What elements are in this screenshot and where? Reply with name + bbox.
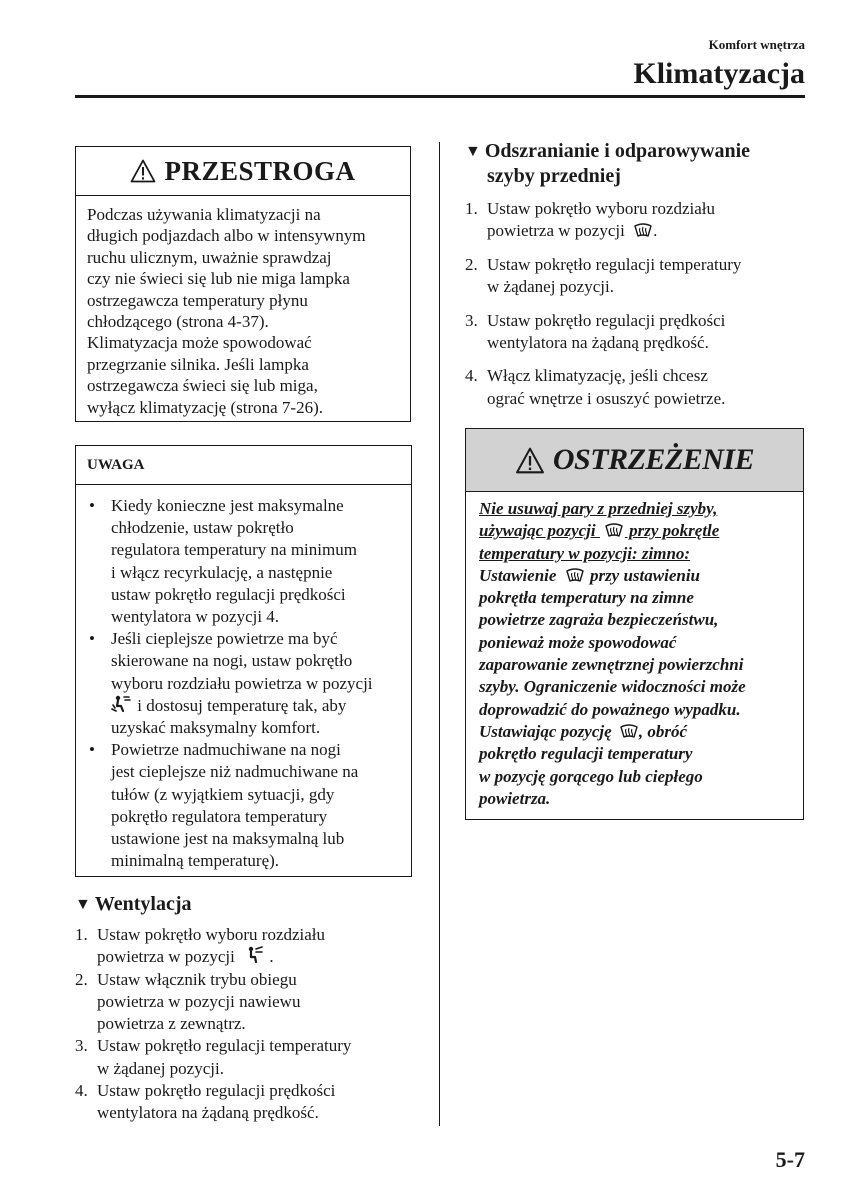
ventilation-heading-text: Wentylacja [94, 893, 192, 915]
note-line: skierowane na nogi, ustaw pokrętło [111, 651, 353, 671]
caution-line: przegrzanie silnika. Jeśli lampka [87, 354, 309, 374]
step-line: Ustaw pokrętło wyboru rozdziału [97, 925, 326, 944]
ventilation-heading [75, 892, 415, 917]
warning-line: w pozycję gorącego lub ciepłego [479, 766, 703, 786]
note-line: minimalną temperaturę). [111, 851, 280, 871]
warning-line [479, 565, 795, 587]
note-line: • Powietrze nadmuchiwane na nogi [111, 740, 341, 760]
caution-text [76, 196, 410, 418]
list-item [75, 1035, 415, 1080]
list-item [75, 969, 415, 1036]
caution-line: Klimatyzacja może spowodować [87, 333, 312, 353]
step-line: Ustaw włącznik trybu obiegu [97, 969, 297, 989]
step-line: Ustaw pokrętło regulacji prędkości [487, 310, 726, 330]
note-item [87, 628, 403, 739]
warning-text [466, 492, 803, 810]
note-line: pokrętło regulatora temperatury [111, 806, 328, 826]
warning-header [466, 429, 803, 492]
warning-line: doprowadzić do poważnego wypadku. [479, 699, 741, 719]
warning-line: zaparowanie zewnętrznej powierzchni [479, 655, 744, 675]
step-line: powietrza z zewnątrz. [97, 1014, 246, 1034]
triangle-down-icon: ▼ [465, 143, 481, 160]
list-item [465, 365, 805, 410]
list-item [465, 198, 805, 243]
defrost-heading [465, 139, 805, 188]
step-number: 4. [75, 1081, 88, 1101]
ventilation-section [75, 892, 415, 1125]
windshield-defrost-icon [565, 567, 585, 583]
note-item [87, 739, 403, 872]
step-line: Ustaw pokrętło regulacji temperatury [487, 254, 742, 274]
note-box [75, 445, 412, 877]
note-line [111, 695, 403, 717]
caution-line: wyłącz klimatyzację (strona 7-26). [87, 397, 324, 417]
note-text: i dostosuj temperaturę tak, aby [133, 695, 347, 715]
step-line [487, 220, 805, 242]
defrost-heading-text: Odszranianie i odparowywanie [484, 140, 751, 162]
step-line: wentylatora na żądaną prędkość. [487, 333, 709, 353]
face-vent-icon [245, 946, 265, 964]
step-number: 3. [465, 310, 478, 330]
defrost-section [465, 139, 805, 421]
windshield-defrost-icon [633, 222, 653, 238]
header-rule [75, 95, 805, 98]
note-line: wyboru rozdziału powietrza w pozycji [111, 673, 373, 693]
caution-line: chłodzącego (strona 4-37). [87, 312, 269, 332]
warning-line: szyby. Ograniczenie widoczności może [479, 677, 746, 697]
note-line: wentylatora w pozycji 4. [111, 607, 280, 627]
note-line: • Jeśli cieplejsze powietrze ma być [111, 629, 338, 649]
step-line: Ustaw pokrętło regulacji prędkości [97, 1081, 336, 1101]
caution-box [75, 146, 411, 422]
step-text: . [653, 221, 658, 241]
caution-line: długich podjazdach albo w intensywnym [87, 226, 366, 246]
step-line: wentylatora na żądaną prędkość. [97, 1103, 319, 1123]
windshield-defrost-icon [604, 522, 624, 538]
note-list [76, 485, 411, 872]
defrost-heading-text: szyby przedniej [487, 165, 621, 187]
warning-triangle-icon [130, 159, 156, 183]
caution-line: ostrzegawcza świeci się lub miga, [87, 376, 318, 396]
list-item [465, 254, 805, 299]
warning-line: ponieważ może spowodować [479, 632, 677, 652]
windshield-defrost-icon [619, 723, 639, 739]
warning-text-part: używając pozycji [479, 521, 596, 541]
step-text: . [265, 947, 274, 967]
list-item [75, 924, 415, 969]
caution-header [76, 147, 410, 196]
warning-box [465, 428, 804, 820]
warning-triangle-icon [515, 447, 545, 474]
step-number: 1. [75, 925, 88, 944]
step-line: Włącz klimatyzację, jeśli chcesz [487, 366, 708, 386]
floor-vent-icon [111, 695, 133, 713]
list-item [465, 310, 805, 355]
caution-line: Podczas używania klimatyzacji na [87, 205, 321, 224]
defrost-steps [465, 198, 805, 410]
note-line: regulatora temperatury na minimum [111, 540, 357, 560]
warning-line [479, 520, 795, 542]
note-line: ustawione jest na maksymalną lub [111, 829, 345, 849]
warning-line: pokrętło regulacji temperatury [479, 744, 693, 764]
warning-line [479, 721, 795, 743]
warning-text-part: Ustawiając pozycję [479, 721, 612, 741]
note-line: • Kiedy konieczne jest maksymalne [111, 496, 344, 515]
step-text: powietrza w pozycji [487, 221, 625, 241]
step-number: 2. [465, 254, 478, 274]
caution-line: ostrzegawcza temperatury płynu [87, 290, 308, 310]
chapter-label: Komfort wnętrza [708, 37, 805, 52]
warning-text-part: Ustawienie [479, 565, 557, 585]
ventilation-steps [75, 924, 415, 1125]
step-line: w żądanej pozycji. [487, 277, 614, 297]
note-item [87, 495, 403, 628]
warning-text-part: , obróć [638, 721, 688, 741]
page-title: Klimatyzacja [633, 57, 805, 90]
warning-line: powietrza. [479, 788, 551, 808]
step-line: powietrza w pozycji nawiewu [97, 991, 301, 1011]
warning-line: powietrze zagraża bezpieczeństwu, [479, 610, 719, 630]
step-text: powietrza w pozycji [97, 947, 235, 967]
caution-line: czy nie świeci się lub nie miga lampka [87, 269, 350, 289]
warning-text-part: przy ustawieniu [585, 565, 701, 585]
note-line: jest cieplejsze niż nadmuchiwane na [111, 762, 359, 782]
note-line: tułów (z wyjątkiem sytuacji, gdy [111, 784, 335, 804]
column-divider [439, 142, 440, 1126]
warning-label: OSTRZEŻENIE [552, 443, 755, 476]
warning-line: temperatury w pozycji: zimno: [479, 543, 691, 563]
step-number: 1. [465, 199, 478, 218]
step-number: 4. [465, 366, 478, 386]
note-header: UWAGA [76, 446, 411, 485]
step-line: Ustaw pokrętło regulacji temperatury [97, 1036, 352, 1056]
note-line: ustaw pokrętło regulacji prędkości [111, 584, 346, 604]
page-number: 5-7 [775, 1147, 805, 1172]
note-line: uzyskać maksymalny komfort. [111, 718, 321, 738]
warning-line: Nie usuwaj pary z przedniej szyby, [479, 499, 718, 518]
step-line: Ustaw pokrętło wyboru rozdziału [487, 199, 716, 218]
note-line: chłodzenie, ustaw pokrętło [111, 518, 294, 538]
warning-line: pokrętła temperatury na zimne [479, 588, 694, 608]
caution-line: ruchu ulicznym, uważnie sprawdzaj [87, 247, 332, 267]
step-number: 3. [75, 1036, 88, 1056]
caution-label: PRZESTROGA [164, 155, 356, 186]
step-line: w żądanej pozycji. [97, 1058, 224, 1078]
note-line: i włącz recyrkulację, a następnie [111, 562, 333, 582]
step-number: 2. [75, 969, 88, 989]
warning-text-part: przy pokrętle [624, 521, 720, 541]
triangle-down-icon: ▼ [75, 896, 91, 913]
list-item [75, 1080, 415, 1125]
step-line: ograć wnętrze i osuszyć powietrze. [487, 388, 726, 408]
step-line [97, 946, 415, 968]
